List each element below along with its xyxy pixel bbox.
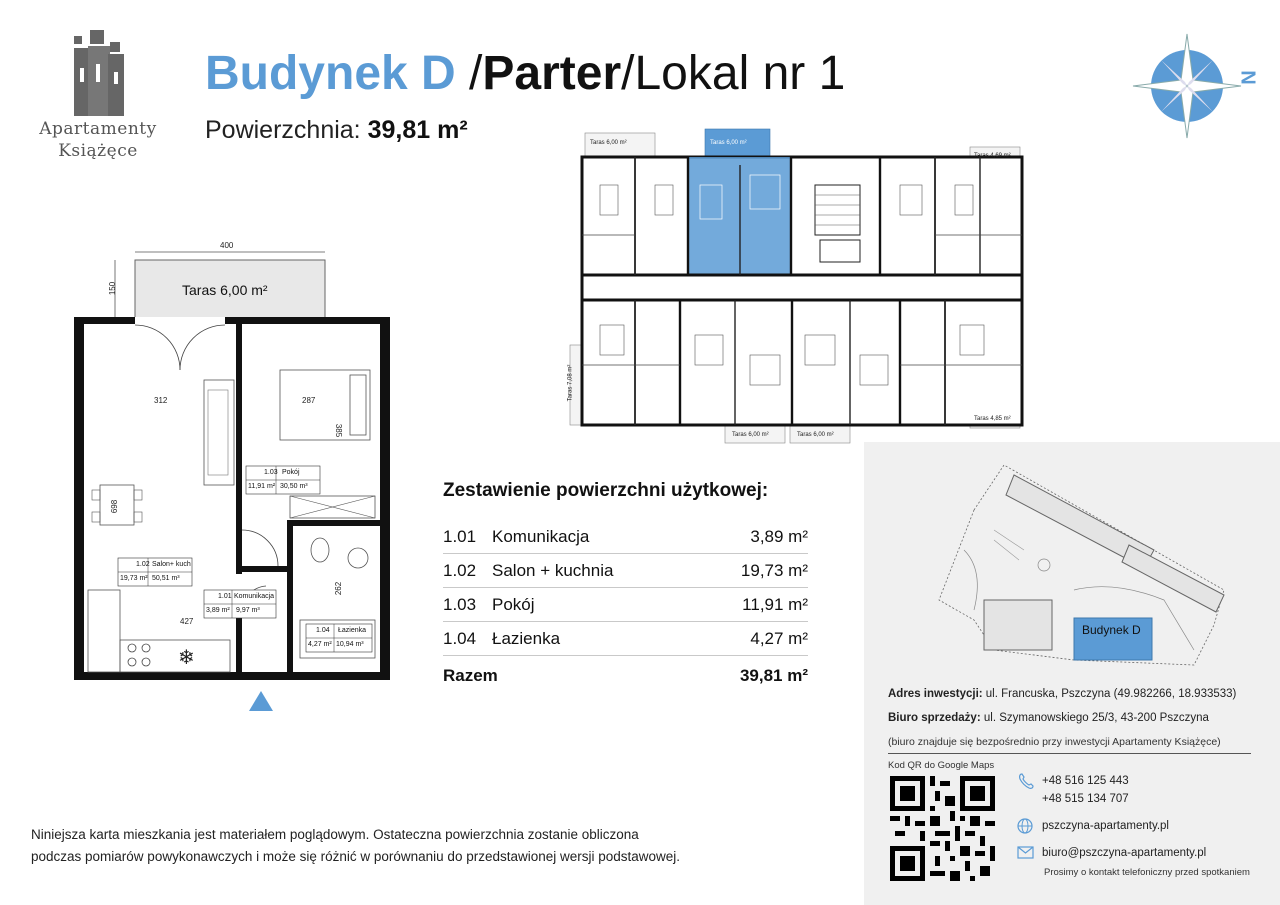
title-separator-2: / bbox=[621, 47, 635, 100]
table-row bbox=[443, 588, 808, 622]
table-row bbox=[443, 520, 808, 554]
office-label: Biuro sprzedaży: bbox=[888, 712, 981, 724]
building-terrace-label-1: Taras 6,00 m² bbox=[590, 140, 627, 146]
room-1-04-area: 4,27 m² bbox=[308, 641, 332, 648]
email-contact bbox=[1016, 844, 1206, 862]
row-number: 1.01 bbox=[443, 526, 477, 546]
row-value: 19,73 m² bbox=[740, 560, 808, 580]
dimension-side: 150 bbox=[108, 281, 118, 296]
compass-icon bbox=[1125, 30, 1265, 145]
room-1-02-volume: 50,51 m³ bbox=[152, 575, 180, 582]
table-row bbox=[443, 622, 808, 656]
website-contact bbox=[1016, 817, 1206, 835]
room-1-03-volume: 30,50 m³ bbox=[280, 483, 308, 490]
table-row bbox=[443, 554, 808, 588]
row-name: Salon + kuchnia bbox=[492, 560, 614, 580]
office-value: ul. Szymanowskiego 25/3, 43-200 Pszczyna bbox=[980, 712, 1209, 724]
room-1-04-name: Łazienka bbox=[338, 627, 367, 634]
contact-note: Prosimy o kontakt telefoniczny przed spotkaniem bbox=[1044, 867, 1250, 878]
globe-icon bbox=[1016, 817, 1042, 835]
dimension-top: 400 bbox=[220, 241, 234, 250]
room-1-04-volume: 10,94 m³ bbox=[336, 641, 364, 648]
title-floor: Parter bbox=[482, 47, 622, 100]
building-floor-plan bbox=[560, 125, 1030, 445]
row-number: 1.03 bbox=[443, 594, 477, 614]
area-summary-table bbox=[443, 480, 808, 696]
total-value: 39,81 m² bbox=[739, 666, 808, 685]
email-link[interactable]: biuro@pszczyna-apartamenty.pl bbox=[1042, 847, 1207, 859]
terrace-label: Taras 6,00 m² bbox=[182, 282, 268, 298]
envelope-icon bbox=[1016, 844, 1042, 862]
info-panel bbox=[864, 442, 1280, 905]
room-1-03-name: Pokój bbox=[282, 469, 300, 476]
area-value: 39,81 m² bbox=[367, 116, 468, 144]
logo bbox=[28, 28, 168, 173]
title-building: Budynek D bbox=[205, 47, 456, 100]
investment-address bbox=[888, 682, 1268, 706]
dimension-427: 427 bbox=[180, 617, 194, 626]
room-1-02-name: Salon+ kuch bbox=[152, 561, 191, 568]
building-terrace-label-3: Taras 4,69 m² bbox=[974, 153, 1011, 159]
building-terrace-label-4: Taras 7,08 m² bbox=[567, 364, 574, 402]
disclaimer-line-1: Niniejsza karta mieszkania jest materiałem poglądowym. Ostateczna powierzchnia zostanie obliczona bbox=[31, 827, 639, 842]
compass-north-label: N bbox=[1238, 70, 1261, 85]
room-1-01-area: 3,89 m² bbox=[206, 607, 230, 614]
castle-tower-icon bbox=[68, 28, 128, 118]
area-label: Powierzchnia: bbox=[205, 116, 361, 144]
phone-1[interactable]: +48 516 125 443 bbox=[1042, 775, 1129, 787]
svg-text:❄: ❄ bbox=[178, 647, 195, 669]
contacts bbox=[1016, 772, 1206, 871]
disclaimer-line-2: podczas pomiarów powykonawczych i może się różnić w porównaniu do przedstawionej wersji podstawowej. bbox=[31, 849, 681, 864]
website-link[interactable]: pszczyna-apartamenty.pl bbox=[1042, 820, 1169, 832]
row-value: 11,91 m² bbox=[742, 594, 808, 614]
qr-label: Kod QR do Google Maps bbox=[888, 760, 995, 771]
address-label: Adres inwestycji: bbox=[888, 688, 983, 700]
total-label: Razem bbox=[443, 666, 498, 685]
site-map bbox=[894, 450, 1264, 680]
room-1-03-area: 11,91 m² bbox=[248, 483, 276, 490]
row-name: Komunikacja bbox=[492, 526, 590, 546]
title-unit: Lokal nr 1 bbox=[634, 47, 846, 100]
dimension-385: 385 bbox=[334, 423, 344, 438]
area-line bbox=[205, 116, 468, 145]
room-1-01-id: 1.01 bbox=[218, 593, 232, 600]
building-terrace-label-5: Taras 4,85 m² bbox=[974, 416, 1011, 422]
total-row bbox=[443, 656, 808, 696]
building-terrace-label-2: Taras 6,00 m² bbox=[710, 140, 747, 146]
dimension-262: 262 bbox=[334, 581, 344, 596]
address-value: ul. Francuska, Pszczyna (49.982266, 18.933533) bbox=[982, 688, 1237, 700]
row-value: 3,89 m² bbox=[750, 526, 808, 546]
logo-line-2: Książęce bbox=[58, 141, 138, 161]
phone-contact bbox=[1016, 772, 1206, 808]
dimension-287: 287 bbox=[302, 396, 316, 405]
page-title bbox=[205, 44, 845, 104]
site-building-label: Budynek D bbox=[1082, 623, 1141, 637]
room-1-03-id: 1.03 bbox=[264, 469, 278, 476]
dimension-312: 312 bbox=[154, 396, 168, 405]
room-1-04-id: 1.04 bbox=[316, 627, 330, 634]
dimension-698: 698 bbox=[110, 499, 120, 514]
sales-office bbox=[888, 706, 1268, 730]
phone-icon bbox=[1016, 772, 1042, 790]
address-block bbox=[888, 682, 1268, 754]
phone-2[interactable]: +48 515 134 707 bbox=[1042, 793, 1129, 805]
row-number: 1.02 bbox=[443, 560, 477, 580]
summary-title: Zestawienie powierzchni użytkowej: bbox=[443, 480, 769, 501]
room-1-02-id: 1.02 bbox=[136, 561, 150, 568]
row-value: 4,27 m² bbox=[750, 628, 808, 648]
logo-line-1: Apartamenty bbox=[39, 119, 157, 139]
room-1-02-area: 19,73 m² bbox=[120, 575, 148, 582]
entrance-triangle-icon bbox=[248, 690, 274, 712]
divider bbox=[888, 753, 1251, 754]
row-number: 1.04 bbox=[443, 628, 477, 648]
building-terrace-label-7: Taras 6,00 m² bbox=[797, 432, 834, 438]
disclaimer-note bbox=[31, 824, 791, 868]
office-note: (biuro znajduje się bezpośrednio przy inwestycji Apartamenty Książęce) bbox=[888, 736, 1221, 748]
unit-floor-plan bbox=[70, 240, 400, 690]
room-1-01-volume: 9,97 m³ bbox=[236, 607, 260, 614]
room-1-01-name: Komunikacja bbox=[234, 593, 275, 600]
qr-code-icon[interactable] bbox=[890, 776, 995, 881]
building-terrace-label-6: Taras 6,00 m² bbox=[732, 432, 769, 438]
title-separator-1: / bbox=[455, 47, 483, 100]
compass-rose bbox=[1125, 30, 1265, 145]
row-name: Pokój bbox=[492, 594, 535, 614]
row-name: Łazienka bbox=[492, 628, 561, 648]
